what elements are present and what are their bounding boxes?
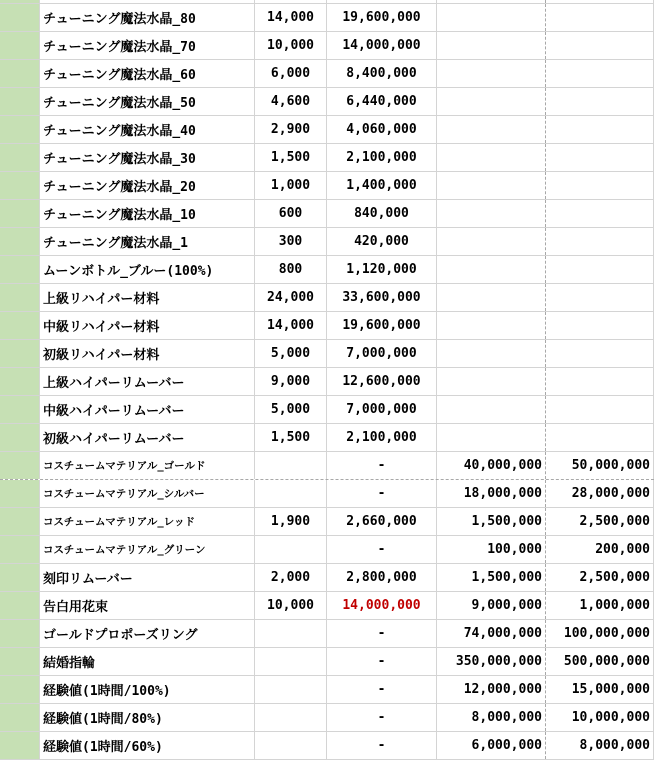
table-row: [0, 200, 654, 228]
cell-item-name[interactable]: 中級ハイパーリムーバー: [40, 396, 255, 423]
table-row: [0, 592, 654, 620]
cell-price-a[interactable]: 350,000,000: [437, 648, 546, 675]
cell-price-b[interactable]: [546, 284, 654, 311]
cell-quantity[interactable]: [255, 676, 327, 703]
cell-quantity[interactable]: [255, 536, 327, 563]
cell-item-name[interactable]: ムーンボトル_ブルー(100%): [40, 256, 255, 283]
cell-quantity[interactable]: [255, 620, 327, 647]
cell-quantity[interactable]: 5,000: [255, 340, 327, 367]
cell-price-a[interactable]: [437, 312, 546, 339]
cell-quantity[interactable]: [255, 732, 327, 759]
row-indicator-cell[interactable]: [0, 144, 40, 171]
cell-total[interactable]: 8,400,000: [327, 60, 437, 87]
cell-price-a[interactable]: [437, 396, 546, 423]
cell-quantity[interactable]: [255, 704, 327, 731]
row-indicator-cell[interactable]: [0, 620, 40, 647]
row-indicator-cell[interactable]: [0, 676, 40, 703]
cell-price-b[interactable]: [546, 200, 654, 227]
cell-quantity[interactable]: [255, 0, 327, 3]
table-row: [0, 256, 654, 284]
cell-item-name[interactable]: チューニング魔法水晶_70: [40, 32, 255, 59]
cell-price-a[interactable]: [437, 0, 546, 3]
cell-price-a[interactable]: [437, 4, 546, 31]
cell-total[interactable]: 1,400,000: [327, 172, 437, 199]
cell-price-a[interactable]: [437, 144, 546, 171]
row-indicator-cell[interactable]: [0, 116, 40, 143]
cell-item-name[interactable]: コスチュームマテリアル_レッド: [40, 508, 255, 535]
cell-price-b[interactable]: [546, 368, 654, 395]
row-indicator-cell[interactable]: [0, 32, 40, 59]
cell-price-b[interactable]: [546, 256, 654, 283]
cell-quantity[interactable]: 9,000: [255, 368, 327, 395]
cell-price-b[interactable]: 8,000,000: [546, 732, 654, 759]
row-indicator-cell[interactable]: [0, 4, 40, 31]
table-row: [0, 116, 654, 144]
cell-price-b[interactable]: [546, 228, 654, 255]
cell-total[interactable]: 4,060,000: [327, 116, 437, 143]
table-row: [0, 620, 654, 648]
table-row: [0, 508, 654, 536]
cell-price-a[interactable]: 100,000: [437, 536, 546, 563]
row-indicator-cell[interactable]: [0, 564, 40, 591]
cell-price-a[interactable]: [437, 340, 546, 367]
cell-price-b[interactable]: 2,500,000: [546, 508, 654, 535]
row-indicator-cell[interactable]: [0, 452, 40, 479]
table-row: [0, 4, 654, 32]
cell-item-name[interactable]: チューニング魔法水晶_30: [40, 144, 255, 171]
cell-item-name[interactable]: コスチュームマテリアル_シルバー: [40, 480, 255, 507]
cell-total[interactable]: -: [327, 732, 437, 759]
cell-total[interactable]: -: [327, 676, 437, 703]
cell-price-b[interactable]: 500,000,000: [546, 648, 654, 675]
row-indicator-cell[interactable]: [0, 228, 40, 255]
cell-item-name[interactable]: [40, 0, 255, 3]
cell-price-a[interactable]: [437, 368, 546, 395]
cell-price-a[interactable]: [437, 88, 546, 115]
table-row: [0, 648, 654, 676]
cell-price-b[interactable]: [546, 424, 654, 451]
cell-total[interactable]: 2,800,000: [327, 564, 437, 591]
cell-quantity[interactable]: 1,000: [255, 172, 327, 199]
cell-total[interactable]: 19,600,000: [327, 4, 437, 31]
table-row: [0, 424, 654, 452]
table-row: [0, 368, 654, 396]
cell-price-b[interactable]: [546, 60, 654, 87]
cell-price-b[interactable]: 15,000,000: [546, 676, 654, 703]
cell-item-name[interactable]: チューニング魔法水晶_10: [40, 200, 255, 227]
cell-quantity[interactable]: 2,900: [255, 116, 327, 143]
cell-quantity[interactable]: 2,000: [255, 564, 327, 591]
cell-price-b[interactable]: 10,000,000: [546, 704, 654, 731]
cell-price-b[interactable]: [546, 340, 654, 367]
cell-quantity[interactable]: 600: [255, 200, 327, 227]
cell-price-a[interactable]: 40,000,000: [437, 452, 546, 479]
cell-price-b[interactable]: 100,000,000: [546, 620, 654, 647]
cell-price-b[interactable]: [546, 312, 654, 339]
cell-item-name[interactable]: チューニング魔法水晶_50: [40, 88, 255, 115]
cell-item-name[interactable]: 上級ハイパーリムーバー: [40, 368, 255, 395]
cell-item-name[interactable]: 経験値(1時間/80%): [40, 704, 255, 731]
table-row: [0, 564, 654, 592]
cell-price-a[interactable]: 74,000,000: [437, 620, 546, 647]
cell-item-name[interactable]: コスチュームマテリアル_ゴールド: [40, 452, 255, 479]
cell-price-a[interactable]: 18,000,000: [437, 480, 546, 507]
cell-total[interactable]: 19,600,000: [327, 312, 437, 339]
cell-total[interactable]: 7,000,000: [327, 396, 437, 423]
row-indicator-cell[interactable]: [0, 648, 40, 675]
row-indicator-cell[interactable]: [0, 312, 40, 339]
cell-item-name[interactable]: 中級リハイパー材料: [40, 312, 255, 339]
table-row: [0, 340, 654, 368]
cell-item-name[interactable]: チューニング魔法水晶_1: [40, 228, 255, 255]
cell-price-b[interactable]: [546, 172, 654, 199]
row-indicator-cell[interactable]: [0, 480, 40, 507]
cell-price-b[interactable]: 28,000,000: [546, 480, 654, 507]
cell-quantity[interactable]: [255, 452, 327, 479]
row-indicator-cell[interactable]: [0, 172, 40, 199]
row-indicator-cell[interactable]: [0, 200, 40, 227]
row-indicator-cell[interactable]: [0, 508, 40, 535]
cell-price-a[interactable]: [437, 60, 546, 87]
cell-total[interactable]: -: [327, 536, 437, 563]
cell-total[interactable]: 33,600,000: [327, 284, 437, 311]
row-indicator-cell[interactable]: [0, 60, 40, 87]
cell-price-a[interactable]: [437, 32, 546, 59]
row-indicator-cell[interactable]: [0, 368, 40, 395]
cell-quantity[interactable]: 10,000: [255, 32, 327, 59]
cell-quantity[interactable]: 4,600: [255, 88, 327, 115]
row-indicator-cell[interactable]: [0, 592, 40, 619]
cell-price-b[interactable]: 2,500,000: [546, 564, 654, 591]
cell-item-name[interactable]: 告白用花束: [40, 592, 255, 619]
cell-price-b[interactable]: 200,000: [546, 536, 654, 563]
cell-price-b[interactable]: [546, 4, 654, 31]
table-row: [0, 676, 654, 704]
cell-item-name[interactable]: 結婚指輪: [40, 648, 255, 675]
table-row: [0, 88, 654, 116]
cell-price-b[interactable]: [546, 116, 654, 143]
cell-price-a[interactable]: [437, 200, 546, 227]
cell-quantity[interactable]: 6,000: [255, 60, 327, 87]
cell-price-a[interactable]: [437, 172, 546, 199]
row-indicator-cell[interactable]: [0, 0, 40, 3]
row-indicator-cell[interactable]: [0, 340, 40, 367]
cell-total[interactable]: -: [327, 452, 437, 479]
cell-total[interactable]: [327, 0, 437, 3]
cell-total[interactable]: -: [327, 620, 437, 647]
cell-item-name[interactable]: 初級ハイパーリムーバー: [40, 424, 255, 451]
cell-price-b[interactable]: [546, 144, 654, 171]
table-row: [0, 228, 654, 256]
cell-total[interactable]: 6,440,000: [327, 88, 437, 115]
table-row: [0, 172, 654, 200]
cell-quantity[interactable]: [255, 480, 327, 507]
table-row: [0, 144, 654, 172]
cell-item-name[interactable]: 初級リハイパー材料: [40, 340, 255, 367]
cell-price-a[interactable]: 8,000,000: [437, 704, 546, 731]
cell-price-a[interactable]: 9,000,000: [437, 592, 546, 619]
cell-price-a[interactable]: [437, 424, 546, 451]
cell-price-a[interactable]: [437, 256, 546, 283]
cell-item-name[interactable]: 経験値(1時間/100%): [40, 676, 255, 703]
row-indicator-cell[interactable]: [0, 424, 40, 451]
cell-price-b[interactable]: [546, 0, 654, 3]
cell-total[interactable]: 14,000,000: [327, 32, 437, 59]
table-row: [0, 704, 654, 732]
cell-price-b[interactable]: [546, 396, 654, 423]
cell-total[interactable]: 7,000,000: [327, 340, 437, 367]
cell-price-b[interactable]: [546, 88, 654, 115]
cell-item-name[interactable]: ゴールドプロポーズリング: [40, 620, 255, 647]
cell-quantity[interactable]: 14,000: [255, 312, 327, 339]
row-indicator-cell[interactable]: [0, 732, 40, 759]
cell-item-name[interactable]: 経験値(1時間/60%): [40, 732, 255, 759]
cell-price-a[interactable]: 1,500,000: [437, 564, 546, 591]
cell-quantity[interactable]: 14,000: [255, 4, 327, 31]
cell-quantity[interactable]: 800: [255, 256, 327, 283]
cell-quantity[interactable]: 10,000: [255, 592, 327, 619]
row-indicator-cell[interactable]: [0, 88, 40, 115]
cell-item-name[interactable]: コスチュームマテリアル_グリーン: [40, 536, 255, 563]
cell-item-name[interactable]: 刻印リムーバー: [40, 564, 255, 591]
cell-quantity[interactable]: 300: [255, 228, 327, 255]
cell-quantity[interactable]: 1,900: [255, 508, 327, 535]
cell-total[interactable]: -: [327, 480, 437, 507]
cell-total[interactable]: 840,000: [327, 200, 437, 227]
cell-total[interactable]: 2,100,000: [327, 144, 437, 171]
cell-total[interactable]: 14,000,000: [327, 592, 437, 619]
cell-item-name[interactable]: チューニング魔法水晶_80: [40, 4, 255, 31]
cell-item-name[interactable]: チューニング魔法水晶_40: [40, 116, 255, 143]
cell-quantity[interactable]: [255, 648, 327, 675]
cell-total[interactable]: 2,100,000: [327, 424, 437, 451]
table-row: [0, 536, 654, 564]
cell-total[interactable]: 2,660,000: [327, 508, 437, 535]
cell-price-b[interactable]: 1,000,000: [546, 592, 654, 619]
cell-total[interactable]: 1,120,000: [327, 256, 437, 283]
cell-price-a[interactable]: 1,500,000: [437, 508, 546, 535]
row-indicator-cell[interactable]: [0, 256, 40, 283]
cell-total[interactable]: 12,600,000: [327, 368, 437, 395]
cell-price-a[interactable]: 6,000,000: [437, 732, 546, 759]
row-indicator-cell[interactable]: [0, 536, 40, 563]
table-row: [0, 480, 654, 508]
table-row: [0, 284, 654, 312]
table-row: [0, 312, 654, 340]
cell-quantity[interactable]: 1,500: [255, 144, 327, 171]
cell-quantity[interactable]: 5,000: [255, 396, 327, 423]
cell-item-name[interactable]: 上級リハイパー材料: [40, 284, 255, 311]
table-row: [0, 32, 654, 60]
cell-price-a[interactable]: [437, 228, 546, 255]
cell-price-b[interactable]: [546, 32, 654, 59]
table-row: [0, 452, 654, 480]
table-row: [0, 60, 654, 88]
cell-item-name[interactable]: チューニング魔法水晶_60: [40, 60, 255, 87]
cell-total[interactable]: 420,000: [327, 228, 437, 255]
cell-price-a[interactable]: [437, 116, 546, 143]
table-row: [0, 732, 654, 760]
cell-quantity[interactable]: 1,500: [255, 424, 327, 451]
cell-price-a[interactable]: [437, 284, 546, 311]
cell-price-b[interactable]: 50,000,000: [546, 452, 654, 479]
row-indicator-cell[interactable]: [0, 284, 40, 311]
cell-total[interactable]: -: [327, 648, 437, 675]
row-indicator-cell[interactable]: [0, 396, 40, 423]
cell-price-a[interactable]: 12,000,000: [437, 676, 546, 703]
row-indicator-cell[interactable]: [0, 704, 40, 731]
cell-quantity[interactable]: 24,000: [255, 284, 327, 311]
table-row: [0, 396, 654, 424]
cell-item-name[interactable]: チューニング魔法水晶_20: [40, 172, 255, 199]
cell-total[interactable]: -: [327, 704, 437, 731]
